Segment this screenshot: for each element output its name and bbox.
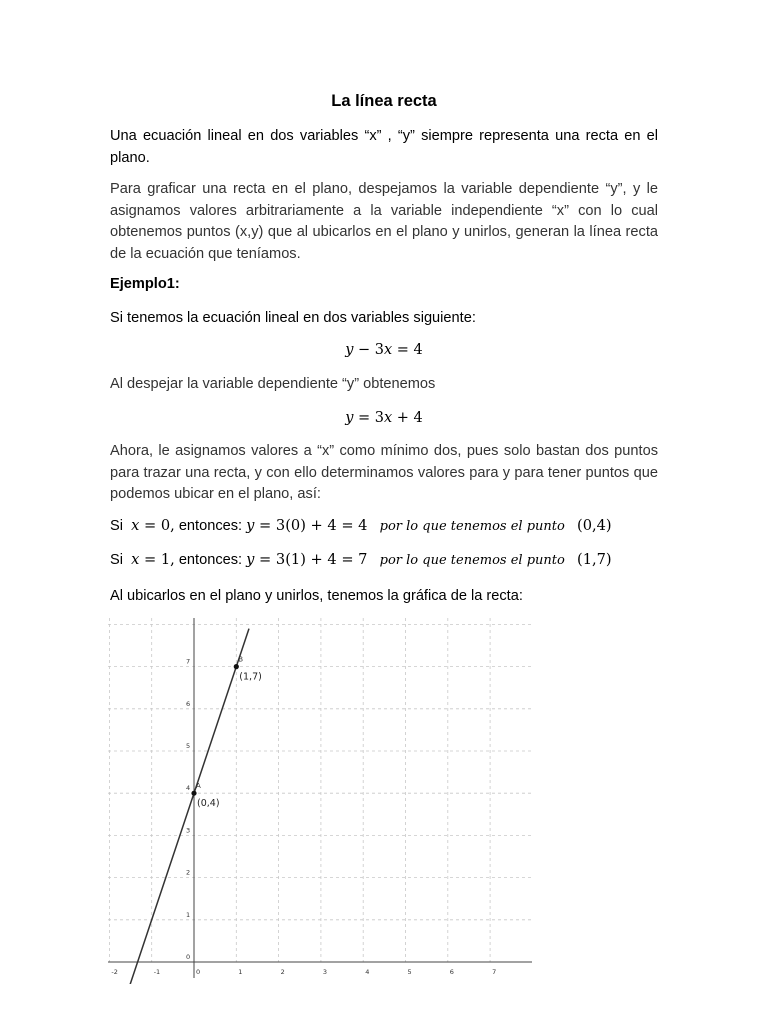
eq2-part: = 3: [353, 410, 384, 426]
y-tick-label: 0: [186, 953, 191, 961]
case1-si: Si: [110, 518, 123, 534]
x-tick-label: 3: [322, 968, 328, 976]
paragraph-equation-intro: Si tenemos la ecuación lineal en dos variables siguiente:: [110, 310, 476, 326]
case2-calc-var: y: [246, 551, 255, 568]
point-marker: [234, 664, 239, 669]
point-marker: [191, 791, 196, 796]
case2-phrase: por lo que tenemos el punto: [379, 553, 565, 568]
x-tick-label: 2: [280, 968, 285, 976]
paragraph-graph-intro: Al ubicarlos en el plano y unirlos, tenemos la gráfica de la recta:: [110, 588, 523, 604]
line-graph: [100, 612, 540, 984]
eq1-var-x: x: [384, 342, 393, 358]
example-heading: Ejemplo1:: [110, 276, 180, 292]
graph-points: [191, 656, 261, 810]
x-tick-label: 4: [365, 968, 370, 976]
x-tick-label: -1: [153, 968, 161, 976]
y-tick-label: 6: [186, 699, 191, 708]
graph-axes: [108, 618, 532, 978]
eq2-var-x: x: [384, 410, 393, 426]
case1-then: entonces:: [174, 518, 243, 534]
eq1-part: − 3: [353, 342, 384, 358]
y-tick-label: 7: [186, 657, 191, 666]
graph-grid: [108, 618, 532, 962]
case1-cond-val: = 0,: [139, 517, 175, 534]
x-tick-label: 5: [407, 968, 412, 976]
x-tick-label: 7: [492, 968, 497, 976]
paragraph-intro: Una ecuación lineal en dos variables “x” , “y” siempre representa una recta en el plano.: [110, 128, 658, 166]
x-tick-label: 1: [238, 968, 243, 976]
point-label: B: [238, 655, 244, 664]
case-x1: [110, 551, 612, 568]
y-tick-label: 4: [186, 784, 191, 793]
case2-calc: = 3(1) + 4 = 7: [254, 551, 368, 568]
point-coord-label: (1,7): [239, 671, 262, 683]
case1-calc: = 3(0) + 4 = 4: [254, 517, 368, 534]
point-label: A: [196, 782, 201, 791]
x-tick-label: 6: [449, 968, 454, 976]
graph-series: [101, 629, 249, 984]
paragraph-method: Para graficar una recta en el plano, despejamos la variable dependiente “y”, y le asignamos valores arbitrariamente a la variable independiente “x” con lo cual obtenemos puntos (x,y) que al ubicarlos en el plano y unirlos, generan la línea recta de la ecuación que teníamos.: [110, 181, 658, 262]
paragraph-solve: Al despejar la variable dependiente “y” obtenemos: [110, 376, 436, 392]
case2-cond-var: x: [131, 551, 140, 568]
page-title: La línea recta: [331, 92, 437, 110]
eq2-var-y: y: [345, 410, 354, 426]
case2-point: (1,7): [577, 551, 612, 568]
eq2-rest: + 4: [392, 410, 423, 426]
case1-point: (0,4): [577, 517, 612, 534]
y-tick-label: 1: [186, 910, 191, 919]
point-coord-label: (0,4): [197, 798, 220, 810]
x-tick-label: -2: [111, 968, 118, 976]
case1-cond-var: x: [131, 517, 140, 534]
case2-cond-val: = 1,: [139, 551, 175, 568]
eq1-var-y: y: [345, 342, 354, 358]
case1-phrase: por lo que tenemos el punto: [379, 519, 565, 534]
case-x0: [110, 517, 612, 534]
paragraph-assign-values: Ahora, le asignamos valores a “x” como mínimo dos, pues solo bastan dos puntos para trazar una recta, y con ello determinamos valores para y para tener puntos que podemos ubicar en el plano, así:: [110, 443, 658, 502]
y-tick-label: 5: [186, 742, 191, 750]
equation-original: [0, 342, 768, 358]
series-line: [101, 629, 249, 984]
graph-tick-labels: [111, 655, 497, 976]
x-tick-label: 0: [196, 968, 201, 976]
eq1-rest: = 4: [392, 342, 423, 358]
case2-si: Si: [110, 552, 123, 568]
y-tick-label: 3: [186, 826, 191, 835]
case1-calc-var: y: [246, 517, 255, 534]
equation-solved: [0, 410, 768, 426]
case2-then: entonces:: [174, 552, 243, 568]
y-tick-label: 2: [186, 868, 191, 877]
